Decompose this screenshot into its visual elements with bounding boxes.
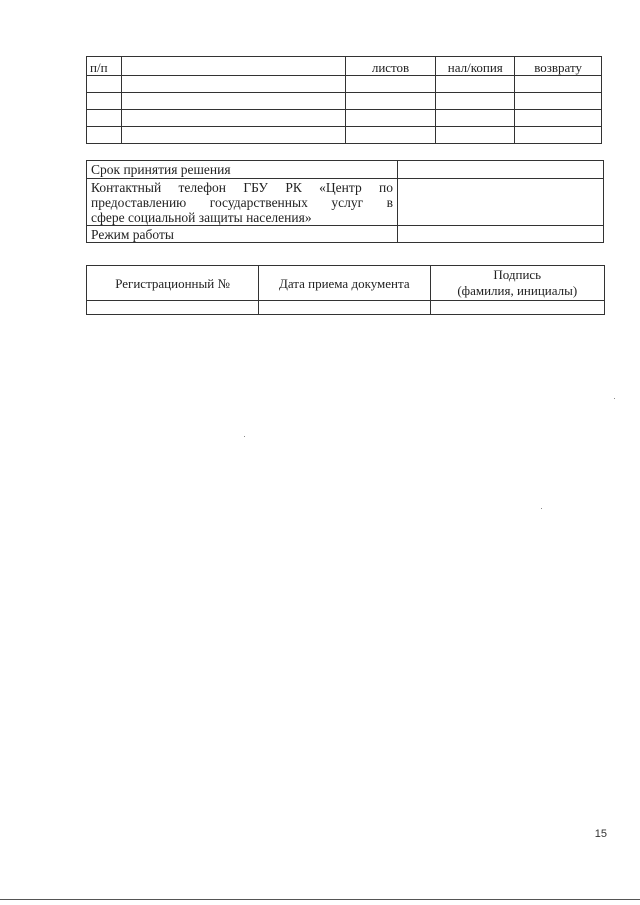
work-hours-value (398, 226, 604, 243)
table-cell (345, 110, 436, 127)
table-cell (121, 76, 345, 93)
table-cell (87, 110, 122, 127)
table-cell (345, 93, 436, 110)
decision-term-value (398, 161, 604, 179)
table-cell (87, 301, 259, 315)
table-cell (345, 127, 436, 144)
bottom-divider (0, 899, 640, 900)
scan-speck (244, 436, 245, 437)
contact-phone-label-line: Контактный телефон ГБУ РК «Центр по (91, 180, 393, 195)
header-return: возврату (515, 57, 602, 76)
table-cell (436, 76, 515, 93)
registration-number-header: Регистрационный № (87, 266, 259, 301)
contact-phone-row (87, 179, 604, 226)
registration-table (86, 265, 605, 315)
signature-header (430, 266, 604, 301)
work-hours-label: Режим работы (87, 226, 398, 243)
table-cell (515, 110, 602, 127)
contact-phone-label (87, 179, 398, 226)
table-cell (259, 301, 430, 315)
scan-speck (614, 398, 615, 399)
table-cell (515, 127, 602, 144)
registration-table-header-row (87, 266, 605, 301)
contact-phone-label-line: предоставлению государственных услуг в (91, 195, 393, 210)
work-hours-row (87, 226, 604, 243)
table-cell (436, 93, 515, 110)
date-header: Дата приема документа (259, 266, 430, 301)
scan-speck (541, 508, 542, 509)
table-cell (87, 93, 122, 110)
contact-phone-label-line: сфере социальной защиты населения» (91, 210, 312, 225)
table-cell (515, 76, 602, 93)
info-table (86, 160, 604, 243)
signature-header-line: Подпись (493, 267, 542, 282)
table-cell (121, 93, 345, 110)
table-row (87, 76, 602, 93)
table-cell (121, 127, 345, 144)
page-number: 15 (594, 828, 607, 840)
decision-term-row (87, 161, 604, 179)
table-cell (436, 127, 515, 144)
header-original-copy: нал/копия (436, 57, 515, 76)
header-document-name (121, 57, 345, 76)
table-cell (430, 301, 604, 315)
table-cell (87, 127, 122, 144)
table-cell (436, 110, 515, 127)
table-row (87, 127, 602, 144)
table-cell (121, 110, 345, 127)
header-sheets: листов (345, 57, 436, 76)
table-row (87, 110, 602, 127)
table-cell (87, 76, 122, 93)
table-cell (345, 76, 436, 93)
contact-phone-value (398, 179, 604, 226)
signature-header-line: (фамилия, инициалы) (457, 283, 578, 298)
table-cell (515, 93, 602, 110)
decision-term-label: Срок принятия решения (87, 161, 398, 179)
documents-table-header-row (87, 57, 602, 76)
documents-table (86, 56, 602, 144)
header-number: п/п (87, 57, 122, 76)
table-row (87, 301, 605, 315)
table-row (87, 93, 602, 110)
